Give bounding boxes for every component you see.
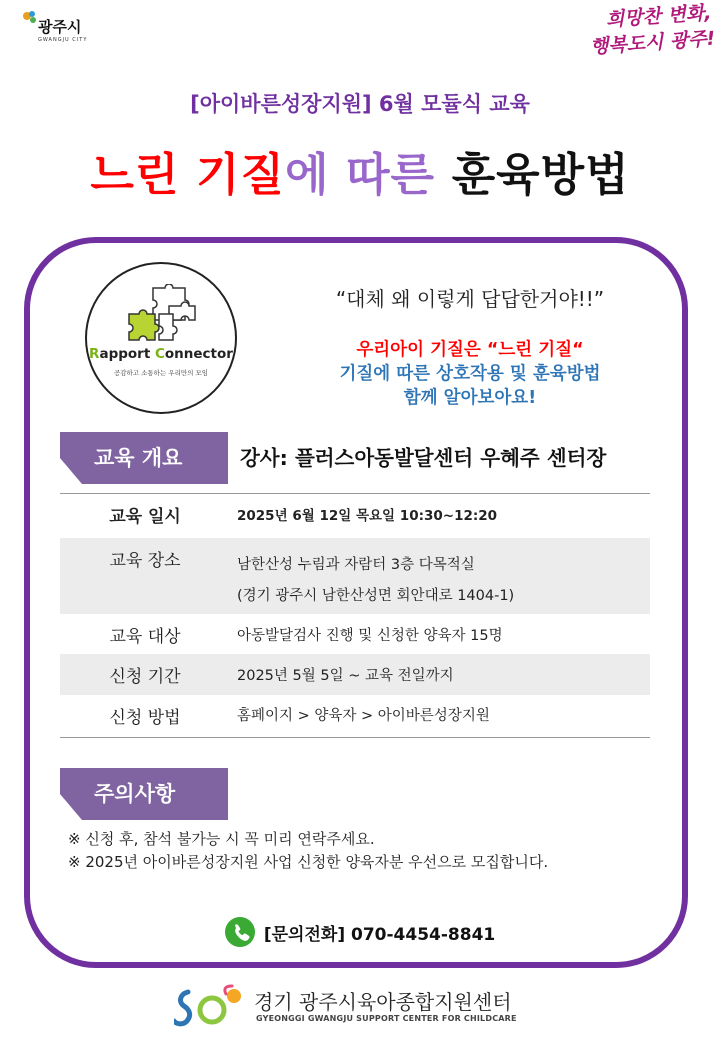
title-part3: 훈육방법 xyxy=(451,148,630,201)
contact-phone-text: [문의전화] 070-4454-8841 xyxy=(263,924,496,945)
intro-line3: 함께 알아보아요! xyxy=(403,388,537,408)
row-label: 신청 기간 xyxy=(109,667,181,687)
intro-line1: 우리아이 기질은 “느린 기질“ xyxy=(356,340,584,360)
row-value: 2025년 5월 5일 ~ 교육 전일까지 xyxy=(237,668,454,684)
title-part1: 느린 기질 xyxy=(90,148,285,201)
notice-list xyxy=(68,828,548,874)
city-slogan xyxy=(587,0,714,60)
footer-center-name: 경기 광주시육아종합지원센터 xyxy=(254,990,512,1014)
city-logo-sub: GWANGJU CITY xyxy=(38,37,88,43)
footer-center-english-name: GYEONGGI GWANGJU SUPPORT CENTER FOR CHILDCARE xyxy=(256,1014,517,1023)
row-label: 교육 장소 xyxy=(109,551,181,571)
city-logo-mark-icon xyxy=(22,10,38,24)
notice-item: ※ 신청 후, 참석 불가능 시 꼭 미리 연락주세요. xyxy=(68,830,375,848)
rapport-connector-logo xyxy=(85,262,237,414)
main-title xyxy=(0,138,720,203)
table-row xyxy=(60,654,650,695)
slogan-line1: 희망찬 변화, xyxy=(604,1,712,32)
table-row xyxy=(60,614,650,654)
contact-line xyxy=(0,917,720,947)
childcare-center-logo-icon xyxy=(174,984,246,1028)
phone-icon xyxy=(225,917,255,947)
table-row xyxy=(60,494,650,538)
row-value xyxy=(237,550,514,612)
row-label: 교육 대상 xyxy=(109,627,181,647)
lecturer-info: 강사: 플러스아동발달센터 우혜주 센터장 xyxy=(240,446,607,470)
logo-name: Rapport Connector xyxy=(89,346,233,362)
place-line1: 남한산성 누림과 자람터 3층 다목적실 xyxy=(237,557,475,573)
title-part2: 에 따른 xyxy=(284,148,436,201)
intro-line2: 기질에 따른 상호작용 및 훈육방법 xyxy=(339,364,601,384)
row-label: 교육 일시 xyxy=(109,507,181,527)
notice-section-tag: 주의사항 xyxy=(60,768,228,820)
gwangju-city-logo xyxy=(20,8,100,48)
overview-section-tag: 교육 개요 xyxy=(60,432,228,484)
logo-tagline: 공감하고 소통하는 우리만의 모임 xyxy=(113,369,209,377)
info-table xyxy=(60,493,650,738)
puzzle-icon xyxy=(123,284,199,344)
city-logo-name: 광주시 xyxy=(38,18,82,36)
row-value: 홈페이지 > 양육자 > 아이바른성장지원 xyxy=(237,708,490,724)
place-line2: (경기 광주시 남한산성면 회안대로 1404-1) xyxy=(237,588,515,604)
notice-item: ※ 2025년 아이바른성장지원 사업 신청한 양육자분 우선으로 모집합니다. xyxy=(68,853,549,871)
table-row xyxy=(60,695,650,737)
table-row xyxy=(60,538,650,614)
quote-text: “대체 왜 이렇게 답답한거야!!” xyxy=(335,287,605,311)
row-value: 2025년 6월 12일 목요일 10:30~12:20 xyxy=(237,508,498,524)
intro-text xyxy=(250,338,690,410)
row-label: 신청 방법 xyxy=(109,708,181,728)
slogan-line2: 행복도시 광주! xyxy=(588,27,716,59)
row-value: 아동발달검사 진행 및 신청한 양육자 15명 xyxy=(237,628,503,644)
program-subtitle: [아이바른성장지원] 6월 모듈식 교육 xyxy=(190,92,530,116)
